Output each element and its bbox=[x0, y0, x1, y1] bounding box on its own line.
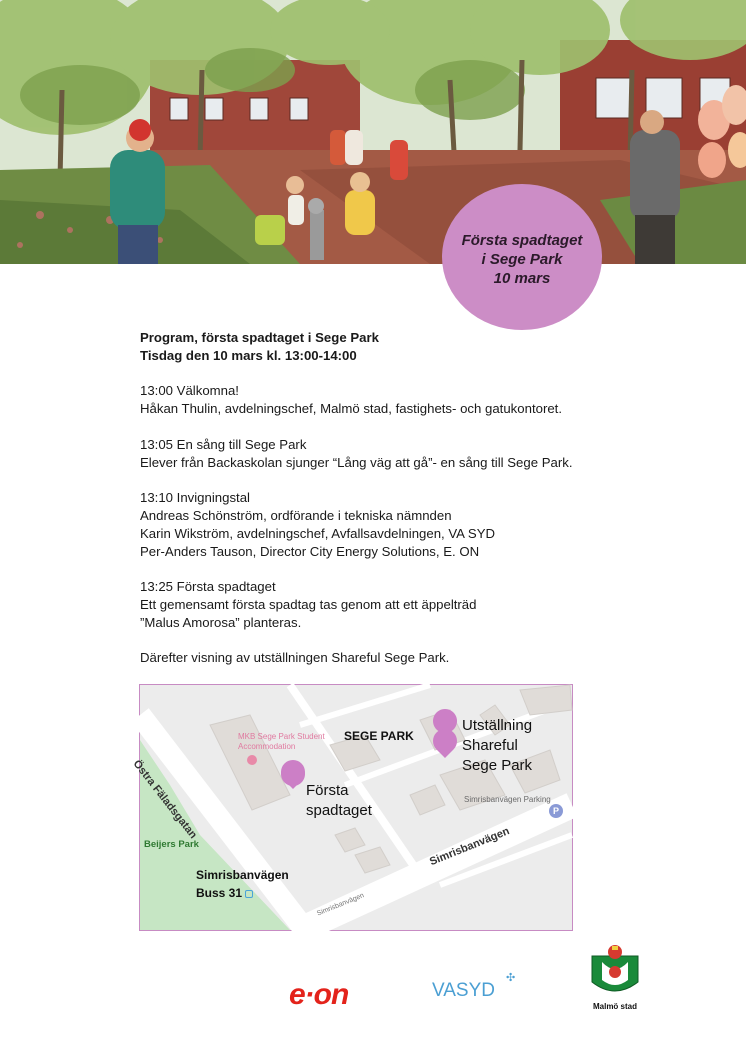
sponsor-logos bbox=[0, 940, 746, 1056]
parking-icon: P bbox=[549, 804, 563, 818]
exhibition-line-2: Shareful bbox=[462, 737, 518, 754]
vasyd-drops-icon: ✣ bbox=[506, 972, 516, 984]
program-item-2 bbox=[140, 436, 660, 472]
program-item-line: Karin Wikström, avdelningschef, Avfallsavdelningen, VA SYD bbox=[140, 525, 496, 541]
program-item-heading: 13:05 En sång till Sege Park bbox=[140, 436, 307, 452]
student-accommodation-line-2: Accommodation bbox=[238, 742, 296, 751]
simrisbanvagen-small-label: Simrisbanvägen bbox=[316, 892, 366, 918]
malmo-stad-logo bbox=[588, 942, 642, 1012]
program-header bbox=[140, 329, 660, 365]
program-item-line: Per-Anders Tauson, Director City Energy Solutions, E. ON bbox=[140, 543, 480, 559]
program-item-1 bbox=[140, 382, 660, 418]
sege-park-label: SEGE PARK bbox=[344, 729, 414, 743]
program-item-line: ”Malus Amorosa” planteras. bbox=[140, 614, 302, 630]
program-item-line: Håkan Thulin, avdelningschef, Malmö stad, fastighets- och gatukontoret. bbox=[140, 401, 562, 417]
program-item-heading: 13:00 Välkomna! bbox=[140, 383, 239, 399]
eon-logo: e·on bbox=[289, 978, 349, 1011]
park-scene-image bbox=[0, 0, 746, 264]
malmo-stad-text: Malmö stad bbox=[592, 1002, 637, 1011]
exhibition-line-1: Utställning bbox=[462, 717, 533, 734]
event-badge bbox=[442, 184, 602, 330]
parking-label: Simrisbanvägen Parking bbox=[464, 795, 551, 804]
program-item-heading: 13:25 Första spadtaget bbox=[140, 579, 276, 595]
vasyd-logo-text: VASYD bbox=[432, 980, 496, 1001]
badge-line-3: 10 mars bbox=[493, 269, 551, 287]
simrisbanvagen-road-label: Simrisbanvägen bbox=[428, 825, 512, 869]
poi-pin-icon bbox=[247, 755, 257, 765]
bus-stop-line-1: Simrisbanvägen bbox=[196, 868, 289, 882]
student-accommodation-label bbox=[238, 732, 325, 752]
first-dig-line-2: spadtaget bbox=[306, 802, 372, 819]
badge-line-2: i Sege Park bbox=[481, 250, 563, 268]
vasyd-logo bbox=[432, 972, 516, 1002]
bus-icon bbox=[245, 890, 253, 898]
bus-stop-line-2: Buss 31 bbox=[196, 886, 243, 900]
first-dig-label bbox=[306, 781, 372, 821]
bus-stop-label bbox=[196, 866, 289, 902]
program-item-heading: 13:10 Invigningstal bbox=[140, 490, 250, 506]
exhibition-line-3: Sege Park bbox=[462, 757, 533, 774]
program-date: Tisdag den 10 mars kl. 13:00-14:00 bbox=[140, 347, 357, 363]
first-dig-line-1: Första bbox=[306, 782, 349, 799]
program-item-3 bbox=[140, 489, 660, 560]
malmo-coat-of-arms-icon bbox=[588, 942, 642, 1000]
program-item-line: Andreas Schönström, ordförande i tekniska nämnden bbox=[140, 507, 452, 523]
student-accommodation-line-1: MKB Sege Park Student bbox=[238, 732, 325, 741]
ostra-faladsgatan-label: Östra Fäladsgatan bbox=[130, 758, 200, 842]
program-item-line: Ett gemensamt första spadtag tas genom att ett äppelträd bbox=[140, 596, 477, 612]
location-map bbox=[130, 684, 573, 931]
beijers-park-label: Beijers Park bbox=[144, 839, 199, 850]
badge-line-1: Första spadtaget bbox=[461, 231, 583, 249]
program-closing: Därefter visning av utställningen Shareful Sege Park. bbox=[140, 650, 450, 666]
program-item-line: Elever från Backaskolan sjunger “Lång väg att gå”- en sång till Sege Park. bbox=[140, 454, 573, 470]
hero-illustration bbox=[0, 0, 746, 264]
program-section bbox=[140, 329, 660, 685]
program-title: Program, första spadtaget i Sege Park bbox=[140, 330, 379, 345]
exhibition-label bbox=[462, 716, 532, 776]
program-item-4 bbox=[140, 578, 660, 631]
badge-text bbox=[457, 227, 587, 288]
